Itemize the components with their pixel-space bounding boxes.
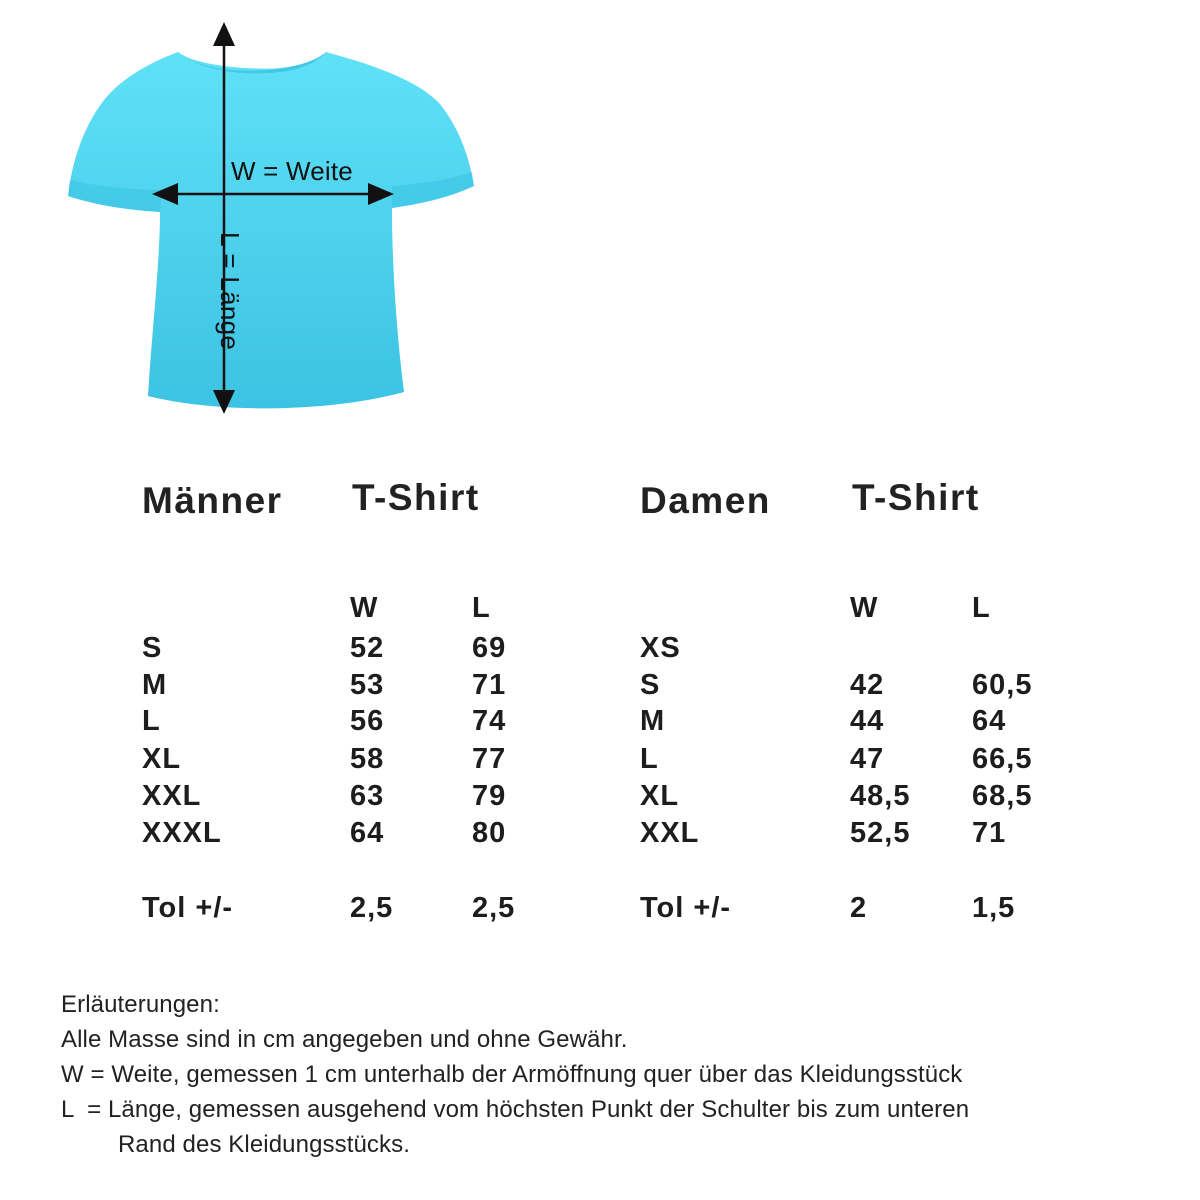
men-row-size: XXL (142, 780, 202, 812)
men-row-w: 64 (350, 817, 385, 849)
men-col-l: L (472, 592, 491, 624)
men-row-w: 58 (350, 743, 385, 775)
women-row-size: M (640, 705, 666, 737)
women-row-l: 68,5 (972, 780, 1033, 812)
notes-line: Rand des Kleidungsstücks. (118, 1131, 410, 1158)
men-row-w: 63 (350, 780, 385, 812)
tshirt-diagram (0, 0, 560, 440)
women-tolerance-label: Tol +/- (640, 892, 732, 924)
women-row-w: 48,5 (850, 780, 911, 812)
men-product-heading: T-Shirt (352, 477, 480, 518)
men-category-heading: Männer (142, 480, 283, 521)
women-row-w: 52,5 (850, 817, 911, 849)
men-row-size: XXXL (142, 817, 222, 849)
women-row-size: XL (640, 780, 680, 812)
men-row-l: 79 (472, 780, 507, 812)
men-tolerance-l: 2,5 (472, 892, 516, 924)
men-row-l: 80 (472, 817, 507, 849)
women-row-w: 44 (850, 705, 885, 737)
men-row-l: 77 (472, 743, 507, 775)
length-label: L = Länge (215, 232, 245, 351)
women-col-l: L (972, 592, 991, 624)
men-tolerance-w: 2,5 (350, 892, 394, 924)
notes-line: Alle Masse sind in cm angegeben und ohne Gewähr. (61, 1026, 628, 1053)
notes-line: L = Länge, gemessen ausgehend vom höchsten Punkt der Schulter bis zum unteren (61, 1096, 970, 1123)
men-row-l: 71 (472, 669, 507, 701)
women-row-size: XXL (640, 817, 700, 849)
women-product-heading: T-Shirt (852, 477, 980, 518)
tshirt-body (68, 52, 474, 408)
women-row-size: L (640, 743, 659, 775)
men-row-w: 52 (350, 632, 385, 664)
men-row-size: M (142, 669, 168, 701)
men-row-w: 56 (350, 705, 385, 737)
tshirt-illustration (0, 0, 560, 440)
explanation-notes (61, 987, 969, 1162)
men-col-w: W (350, 592, 379, 624)
women-row-l: 64 (972, 705, 1007, 737)
men-tolerance-label: Tol +/- (142, 892, 234, 924)
women-tolerance-w: 2 (850, 892, 868, 924)
women-row-w: 42 (850, 669, 885, 701)
men-row-size: S (142, 632, 163, 664)
men-row-w: 53 (350, 669, 385, 701)
men-row-l: 69 (472, 632, 507, 664)
women-tolerance-l: 1,5 (972, 892, 1016, 924)
women-row-l: 60,5 (972, 669, 1033, 701)
women-row-l: 66,5 (972, 743, 1033, 775)
women-row-l: 71 (972, 817, 1007, 849)
men-row-size: XL (142, 743, 182, 775)
women-category-heading: Damen (640, 480, 771, 521)
men-row-l: 74 (472, 705, 507, 737)
women-row-size: XS (640, 632, 681, 664)
women-row-size: S (640, 669, 661, 701)
notes-line: W = Weite, gemessen 1 cm unterhalb der Armöffnung quer über das Kleidungsstück (61, 1061, 963, 1088)
men-row-size: L (142, 705, 161, 737)
notes-heading: Erläuterungen: (61, 991, 220, 1018)
women-col-w: W (850, 592, 879, 624)
width-label: W = Weite (231, 156, 353, 186)
women-row-w: 47 (850, 743, 885, 775)
length-arrow-head-top (213, 22, 235, 46)
